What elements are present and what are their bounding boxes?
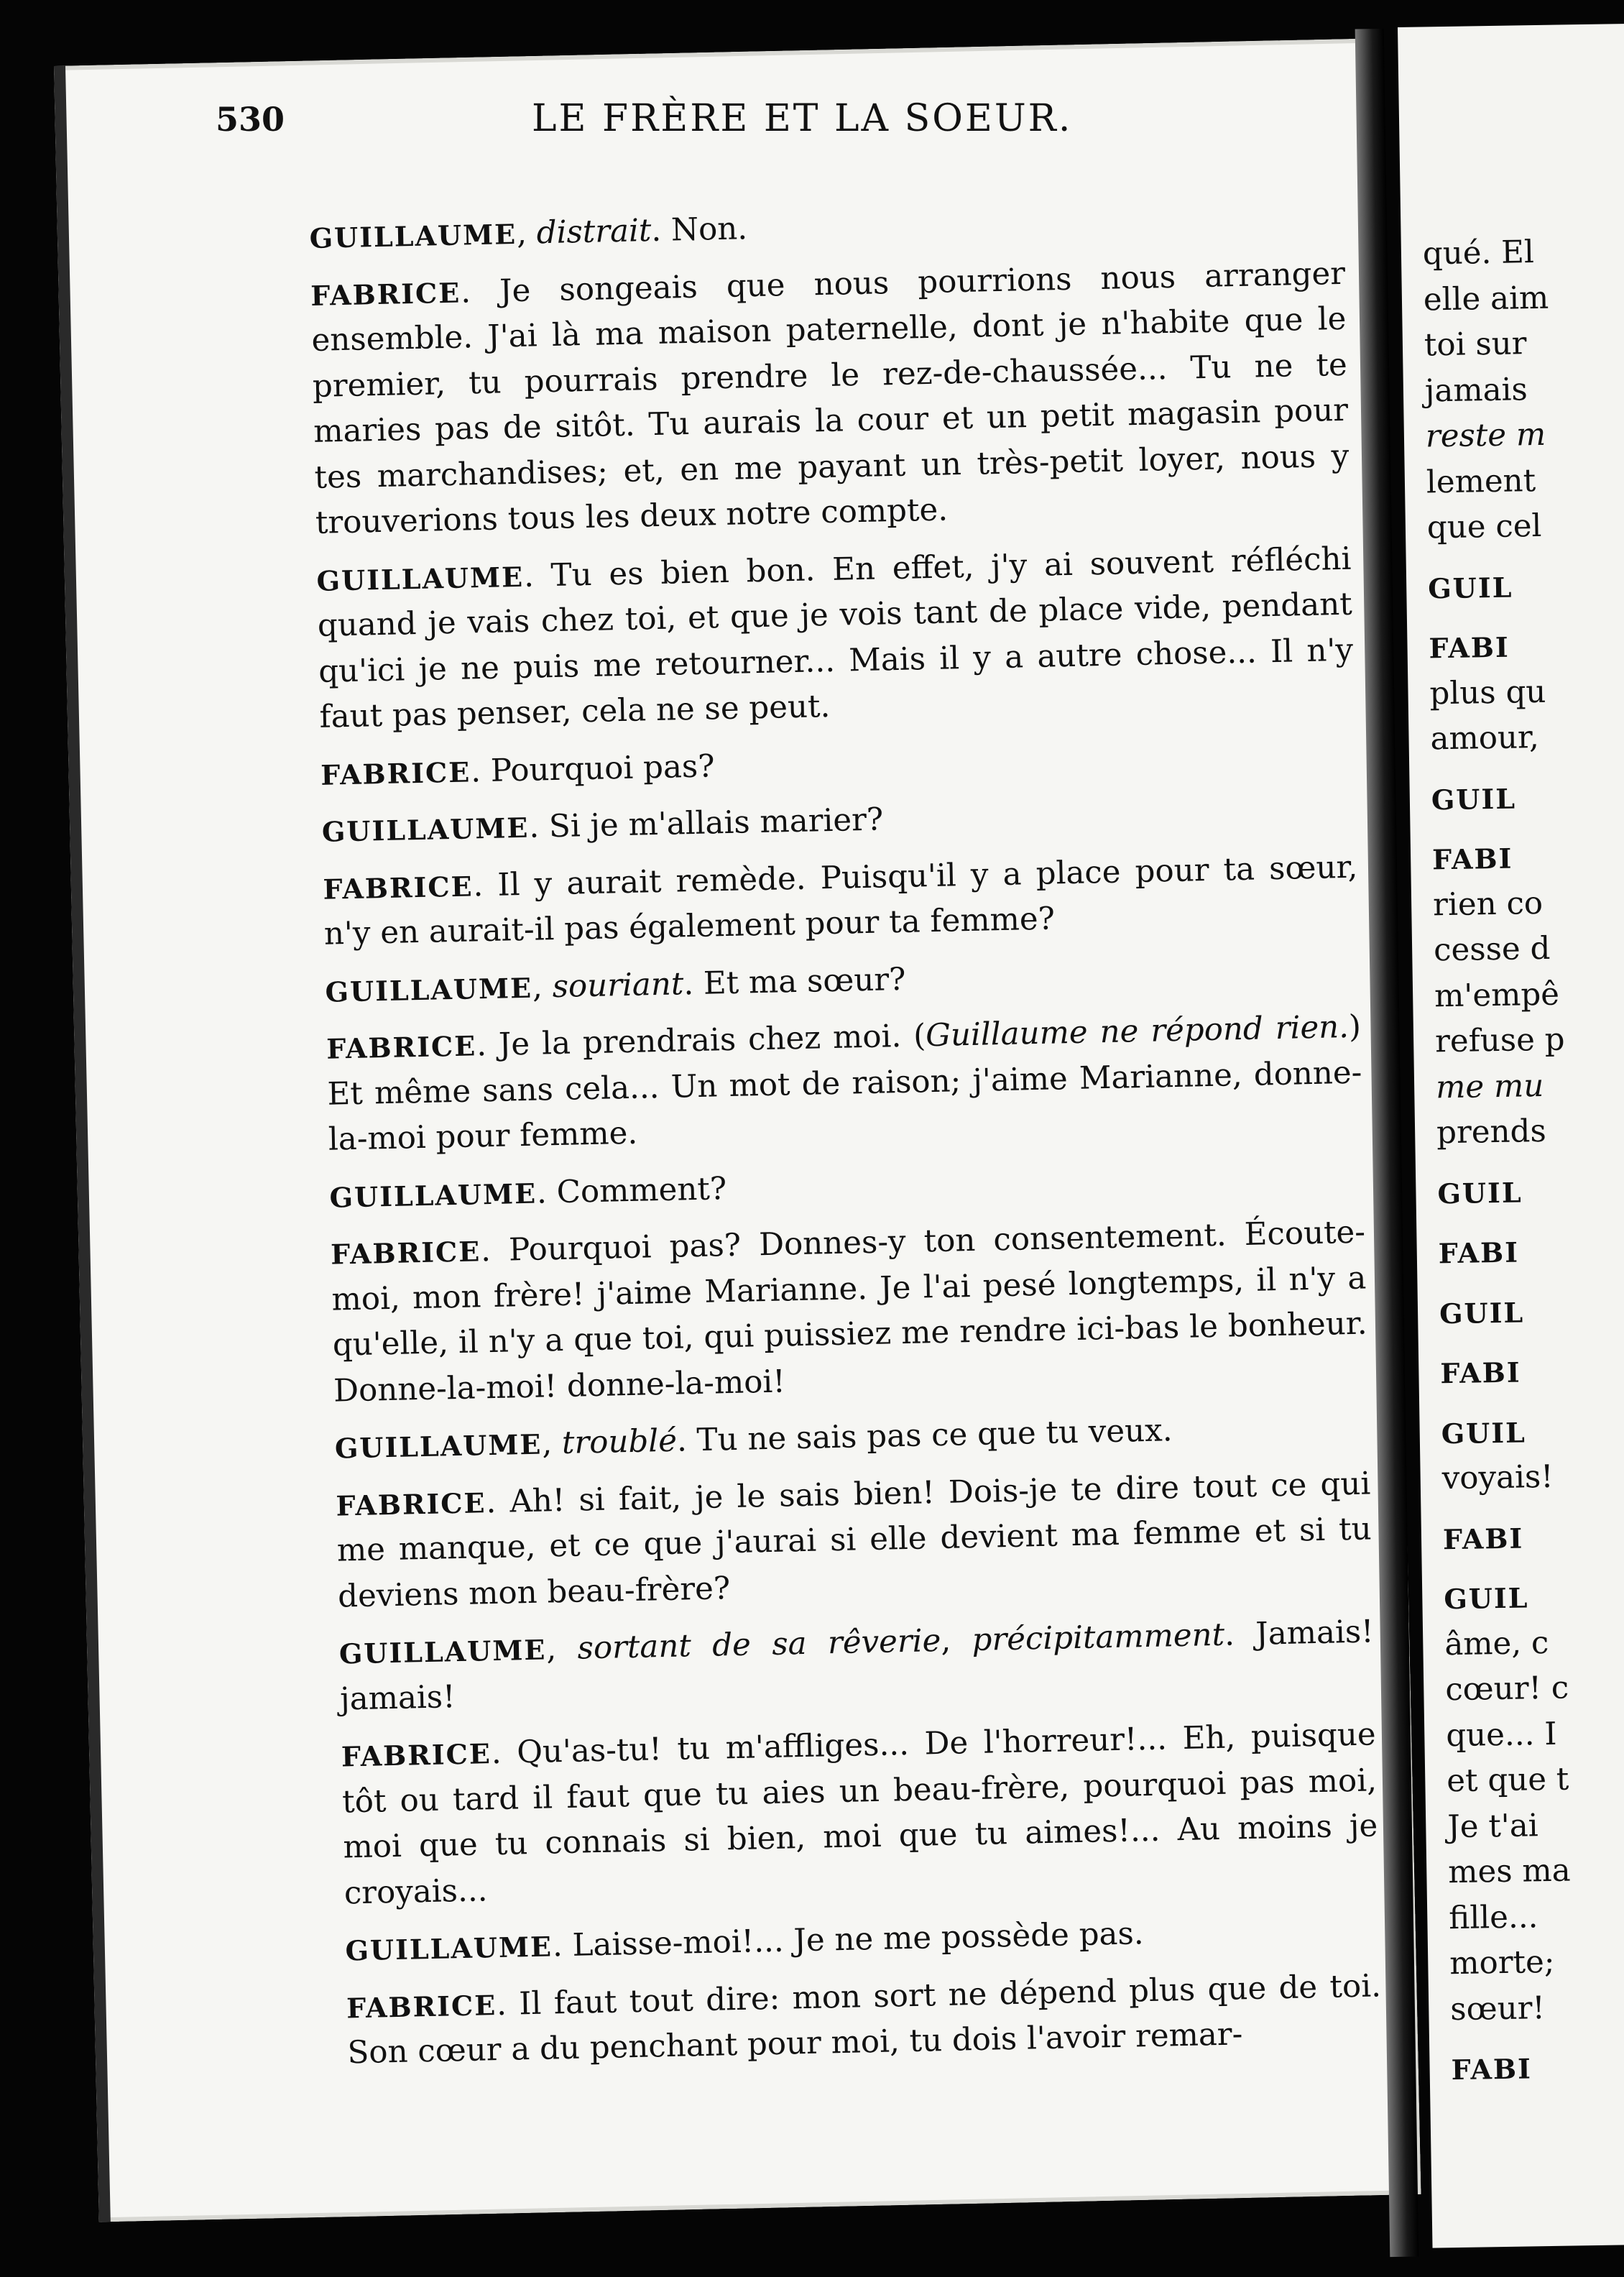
dialogue-line: . Non.: [650, 211, 748, 249]
dialogue-line: . Laisse-moi!... Je ne me possède pas.: [552, 1915, 1145, 1964]
speaker-name: FABI: [1451, 2052, 1533, 2087]
text-fragment: et que t: [1446, 1761, 1569, 1800]
dialogue-line: . Si je m'allais marier?: [528, 801, 884, 845]
speaker-name: FABI: [1442, 1522, 1524, 1555]
stage-direction: distrait: [536, 213, 652, 252]
speaker-name: GUILLAUME: [325, 971, 533, 1008]
speaker-name: FABI: [1431, 842, 1513, 876]
text-fragment: amour,: [1430, 719, 1540, 758]
speaker-name: FABRICE: [336, 1486, 486, 1522]
text-fragment: sœur!: [1449, 1990, 1546, 2028]
dialogue-line: ,: [541, 1425, 563, 1462]
dialogue-paragraph: [310, 251, 1351, 546]
text-fragment: voyais!: [1441, 1458, 1554, 1497]
dialogue-line: . Comment?: [536, 1170, 727, 1211]
page-header: [216, 83, 1308, 147]
text-fragment: me mu: [1435, 1067, 1544, 1105]
dialogue-paragraph: [345, 1906, 1380, 1974]
speaker-name: GUIL: [1437, 1175, 1523, 1210]
dialogue-line: . Il y aurait remède. Puisqu'il y a place pour ta sœur, n'y en aurait-il pas également pour ta femme?: [323, 849, 1358, 952]
right-page-text: [1422, 229, 1624, 2093]
text-fragment: jamais: [1424, 371, 1528, 409]
dialogue-line: . Pourquoi pas?: [470, 748, 715, 789]
dialogue-line: . Tu es bien bon. En effet, j'y ai souvent réfléchi quand je vais chez toi, et que je vois tant de place vide, pendant qu'ici je ne puis me retourner... Mais il y a autre chose... Il n'y faut pas penser, cela ne se peut.: [317, 540, 1354, 735]
speaker-name: FABI: [1438, 1236, 1520, 1270]
speaker-name: GUILLAUME: [316, 560, 525, 597]
dialogue-line: ,: [940, 1622, 973, 1660]
dialogue-paragraph: [326, 1005, 1364, 1164]
stage-direction: Guillaume ne répond rien.: [925, 1008, 1350, 1054]
dialogue-paragraph: [320, 730, 1356, 798]
text-fragment: morte;: [1449, 1944, 1555, 1982]
text-fragment: rien co: [1432, 885, 1544, 923]
running-title: LE FRÈRE ET LA SOEUR.: [532, 97, 1073, 140]
speaker-name: FABRICE: [323, 869, 474, 906]
text-fragment: lement: [1426, 462, 1536, 500]
dialogue-paragraph: [338, 1609, 1375, 1722]
text-fragment: reste m: [1425, 416, 1546, 455]
speaker-name: GUILLAUME: [321, 811, 530, 848]
dialogue-line: . Qu'as-tu! tu m'affliges... De l'horreur!... Eh, puisque tôt ou tard il faut que tu aies un beau-frère, pourquoi pas moi, moi que tu connais si bien, moi que tu aimes!... Au moins je croyais...: [341, 1716, 1378, 1911]
speaker-name: GUILLAUME: [309, 217, 517, 254]
text-fragment: que cel: [1426, 507, 1542, 546]
dialogue-paragraph: [321, 788, 1357, 855]
speaker-name: GUILLAUME: [334, 1427, 543, 1465]
speaker-name: FABRICE: [346, 1988, 497, 2024]
dialogue-line: . Pourquoi pas? Donnes-y ton consentement. Écoute-moi, mon frère! j'aime Marianne. Je l'ai pesé longtemps, il n'y a qu'elle, il n'y a que toi, qui puissiez me rendre ici-bas le bonheur. Donne-la-moi! donne-la-moi!: [331, 1214, 1368, 1409]
text-fragment: fille...: [1448, 1898, 1538, 1936]
stage-direction: précipitamment: [972, 1616, 1225, 1659]
text-fragment: que... I: [1445, 1716, 1557, 1754]
speaker-name: GUILLAUME: [338, 1633, 547, 1670]
dialogue-line: ,: [545, 1630, 578, 1668]
stage-direction: sortant de sa rêverie: [577, 1623, 941, 1667]
speaker-name: FABRICE: [326, 1029, 477, 1065]
page-number: 530: [216, 100, 285, 139]
speaker-name: FABRICE: [341, 1737, 492, 1773]
right-page: [1398, 24, 1624, 2248]
text-fragment: m'empê: [1434, 976, 1560, 1014]
speaker-name: FABRICE: [320, 755, 471, 791]
dialogue-paragraph: [325, 947, 1360, 1015]
text-fragment: refuse p: [1434, 1021, 1565, 1060]
dialogue-text: [309, 194, 1383, 2088]
speaker-name: GUIL: [1444, 1581, 1529, 1616]
dialogue-line: ,: [516, 215, 538, 252]
dialogue-line: . Ah! si fait, je le sais bien! Dois-je te dire tout ce qui me manque, et ce que j'aurai si elle devient ma femme et si tu deviens mon beau-frère?: [336, 1465, 1372, 1615]
speaker-name: FABRICE: [310, 276, 461, 312]
speaker-name: GUIL: [1441, 1415, 1527, 1450]
speaker-name: FABRICE: [330, 1235, 481, 1271]
text-fragment: Je t'ai: [1447, 1807, 1539, 1845]
dialogue-paragraph: [334, 1404, 1370, 1471]
speaker-name: FABI: [1429, 630, 1510, 665]
text-fragment: mes ma: [1447, 1852, 1572, 1891]
dialogue-line: . Et ma sœur?: [683, 961, 906, 1002]
dialogue-paragraph: [316, 536, 1355, 740]
dialogue-line: ) Et même sans cela... Un mot de raison; j'aime Marianne, donne-la-moi pour femme.: [327, 1008, 1362, 1158]
text-fragment: plus qu: [1429, 673, 1546, 712]
dialogue-line: . Tu ne sais pas ce que tu veux.: [676, 1412, 1173, 1459]
dialogue-line: . Je la prendrais chez moi. (: [476, 1018, 926, 1064]
dialogue-paragraph: [323, 845, 1359, 957]
text-fragment: prends: [1436, 1113, 1547, 1151]
text-fragment: elle aim: [1423, 280, 1549, 318]
speaker-name: GUIL: [1431, 782, 1517, 816]
speaker-name: GUIL: [1439, 1295, 1525, 1330]
dialogue-line: . Jamais! jamais!: [339, 1614, 1375, 1718]
dialogue-paragraph: [336, 1461, 1373, 1620]
text-fragment: qué. El: [1422, 234, 1535, 272]
dialogue-line: ,: [532, 968, 553, 1006]
text-fragment: cœur! c: [1444, 1670, 1569, 1708]
speaker-name: GUILLAUME: [345, 1930, 553, 1967]
speaker-name: GUILLAUME: [329, 1177, 538, 1214]
dialogue-paragraph: [329, 1153, 1365, 1220]
text-fragment: cesse d: [1433, 930, 1551, 969]
text-fragment: âme, c: [1444, 1624, 1549, 1662]
speaker-name: FABI: [1440, 1356, 1521, 1390]
stage-direction: troublé: [561, 1422, 678, 1461]
dialogue-paragraph: [341, 1712, 1379, 1916]
dialogue-paragraph: [331, 1210, 1369, 1414]
text-fragment: toi sur: [1424, 326, 1527, 364]
dialogue-line: . Il faut tout dire: mon sort ne dépend plus que de toi. Son cœur a du penchant pour moi, tu dois l'avoir remar-: [347, 1967, 1382, 2071]
stage-direction: souriant: [552, 965, 684, 1005]
dialogue-line: . Je songeais que nous pourrions nous arranger ensemble. J'ai là ma maison paternelle, dont je n'habite que le premier, tu pourrais prendre le rez-de-chaussée... Tu ne te maries pas de sitôt. Tu aurais la cour et un petit magasin pour tes marchandises; et, en me payant un très-petit loyer, nous y trouverions tous les deux notre compte.: [311, 255, 1350, 541]
dialogue-paragraph: [346, 1964, 1383, 2076]
speaker-name: GUIL: [1427, 571, 1513, 604]
